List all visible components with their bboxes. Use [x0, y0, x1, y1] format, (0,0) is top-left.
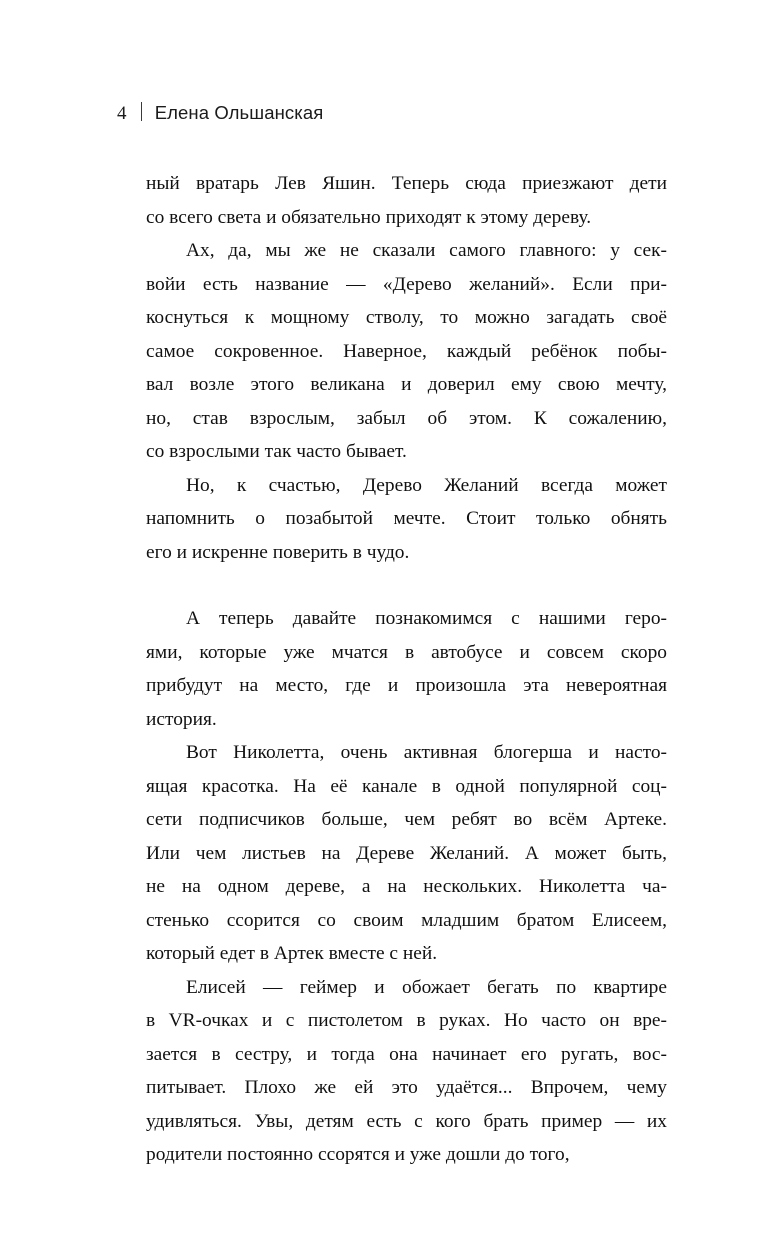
text-line: удивляться. Увы, детям есть с кого брать пример — их	[146, 1110, 667, 1132]
text-line: самое сокровенное. Наверное, каждый ребёнок побы-	[146, 340, 667, 362]
body-text-block	[146, 167, 667, 1172]
text-line: напомнить о позабытой мечте. Стоит только обнять	[146, 508, 667, 529]
paragraph	[146, 602, 667, 736]
text-line: родители постоянно ссорятся и уже дошли до того,	[146, 1144, 570, 1165]
section-break	[146, 569, 667, 602]
text-line: ящая красотка. На её канале в одной популярной соц-	[146, 775, 667, 797]
text-line: не на одном дереве, а на нескольких. Николетта ча-	[146, 876, 667, 897]
text-line: который едет в Артек вместе с ней.	[146, 943, 438, 964]
text-line: А теперь давайте познакомимся с нашими геро-	[186, 608, 667, 629]
running-head	[117, 100, 323, 123]
text-line: история.	[146, 708, 217, 730]
text-line: стенько ссорится со своим младшим братом Елисеем,	[146, 909, 667, 931]
text-line: в VR-очках и с пистолетом в руках. Но часто он вре-	[146, 1010, 667, 1031]
text-line: ный вратарь Лев Яшин. Теперь сюда приезжают дети	[146, 173, 667, 194]
text-line: Вот Николетта, очень активная блогерша и насто-	[186, 742, 667, 763]
text-line: Ах, да, мы же не сказали самого главного: у сек-	[186, 240, 667, 261]
text-line: ями, которые уже мчатся в автобусе и совсем скоро	[146, 641, 667, 663]
text-line: но, став взрослым, забыл об этом. К сожалению,	[146, 407, 667, 429]
text-line: войи есть название — «Дерево желаний». Если при-	[146, 273, 667, 295]
text-line: питывает. Плохо же ей это удаётся... Впрочем, чему	[146, 1077, 667, 1098]
text-line: Или чем листьев на Дереве Желаний. А может быть,	[146, 842, 667, 864]
paragraph	[146, 469, 667, 570]
running-head-divider	[141, 102, 142, 121]
paragraph	[146, 167, 667, 234]
text-line: со взрослыми так часто бывает.	[146, 441, 407, 462]
text-line: со всего света и обязательно приходят к этому дереву.	[146, 206, 592, 228]
text-line: его и искренне поверить в чудо.	[146, 541, 410, 563]
text-line: сети подписчиков больше, чем ребят во всём Артеке.	[146, 809, 667, 830]
text-line: Елисей — геймер и обожает бегать по квартире	[186, 976, 667, 998]
text-line: прибудут на место, где и произошла эта невероятная	[146, 675, 667, 696]
text-line: коснуться к мощному стволу, то можно загадать своё	[146, 307, 667, 328]
text-line: зается в сестру, и тогда она начинает его ругать, вос-	[146, 1043, 667, 1065]
paragraph	[146, 234, 667, 469]
text-line: вал возле этого великана и доверил ему свою мечту,	[146, 374, 667, 395]
text-line: Но, к счастью, Дерево Желаний всегда может	[186, 474, 667, 496]
paragraph	[146, 736, 667, 971]
paragraph	[146, 971, 667, 1172]
author-name: Елена Ольшанская	[154, 102, 324, 123]
page-number: 4	[117, 103, 127, 124]
